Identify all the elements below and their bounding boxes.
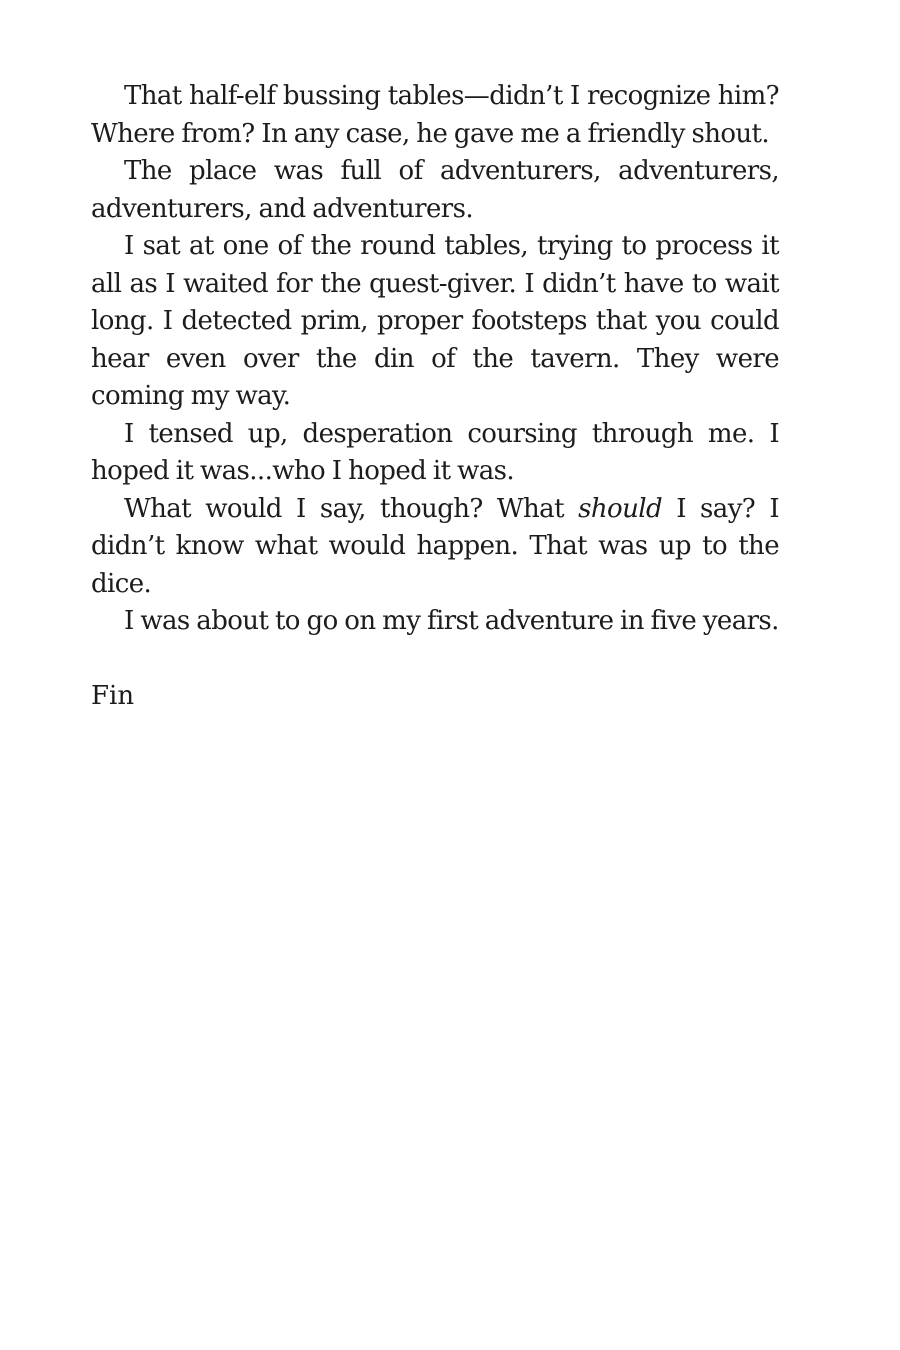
paragraph-3: I sat at one of the round tables, trying to process it all as I waited for the quest-giver. I didn’t have to wait long. I detected prim, proper footsteps that you could hear even over the din of the tavern. They were coming my way. xyxy=(91,231,779,411)
paragraph-5-start: What would I say, though? What xyxy=(124,493,579,524)
closing-word: Fin xyxy=(91,681,135,711)
paragraph-5-end: I say? I didn’t know what would happen. That was up to the dice. xyxy=(91,493,779,599)
paragraph-1: That half-elf bussing tables—didn’t I recognize him? Where from? In any case, he gave me a friendly shout. xyxy=(91,81,779,149)
paragraph-6: I was about to go on my first adventure in five years. xyxy=(124,606,779,636)
emphasized-word: should xyxy=(578,493,662,524)
paragraph-5 xyxy=(91,491,779,604)
paragraph-4: I tensed up, desperation coursing through me. I hoped it was...who I hoped it was. xyxy=(91,418,779,486)
book-page xyxy=(91,78,779,716)
paragraph-2: The place was full of adventurers, adventurers, adventurers, and adventurers. xyxy=(91,156,779,224)
